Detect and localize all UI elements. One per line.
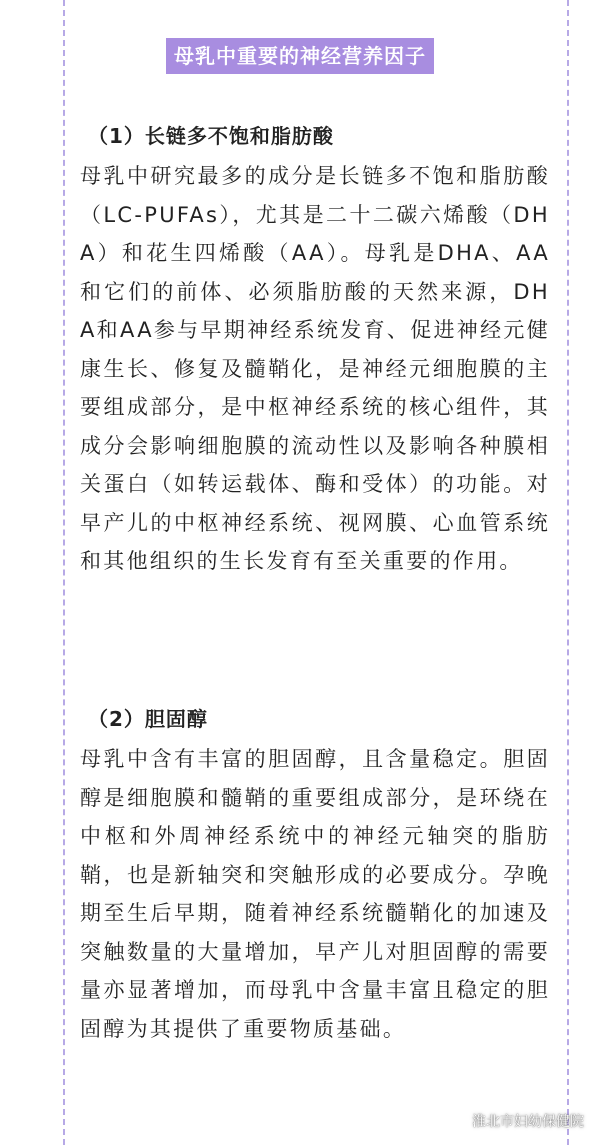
section-cholesterol [80, 704, 550, 1048]
right-dashed-border [567, 0, 569, 1145]
section-heading: （2）胆固醇 [88, 707, 208, 731]
left-dashed-border [63, 0, 65, 1145]
article-title: 母乳中重要的神经营养因子 [166, 38, 434, 74]
title-container [0, 38, 600, 74]
section-paragraph: 母乳中研究最多的成分是长链多不饱和脂肪酸（LC-PUFAs），尤其是二十二碳六烯酸（DHA）和花生四烯酸（AA）。母乳是DHA、AA和它们的前体、必须脂肪酸的天然来源，DHA和AA参与早期神经系统发育、促进神经元健康生长、修复及髓鞘化，是神经元细胞膜的主要组成部分，是中枢神经系统的核心组件，其成分会影响细胞膜的流动性以及影响各种膜相关蛋白（如转运载体、酶和受体）的功能。对早产儿的中枢神经系统、视网膜、心血管系统和其他组织的生长发育有至关重要的作用。 [80, 164, 550, 573]
section-lcpufa [80, 121, 550, 581]
watermark-text: 淮北市妇幼保健院 [472, 1114, 584, 1130]
wechat-icon [444, 1112, 466, 1130]
source-watermark [444, 1111, 584, 1131]
section-heading: （1）长链多不饱和脂肪酸 [88, 124, 334, 148]
section-paragraph: 母乳中含有丰富的胆固醇，且含量稳定。胆固醇是细胞膜和髓鞘的重要组成部分，是环绕在中枢和外周神经系统中的神经元轴突的脂肪鞘，也是新轴突和突触形成的必要成分。孕晚期至生后早期，随着神经系统髓鞘化的加速及突触数量的大量增加，早产儿对胆固醇的需要量亦显著增加，而母乳中含量丰富且稳定的胆固醇为其提供了重要物质基础。 [80, 747, 550, 1041]
